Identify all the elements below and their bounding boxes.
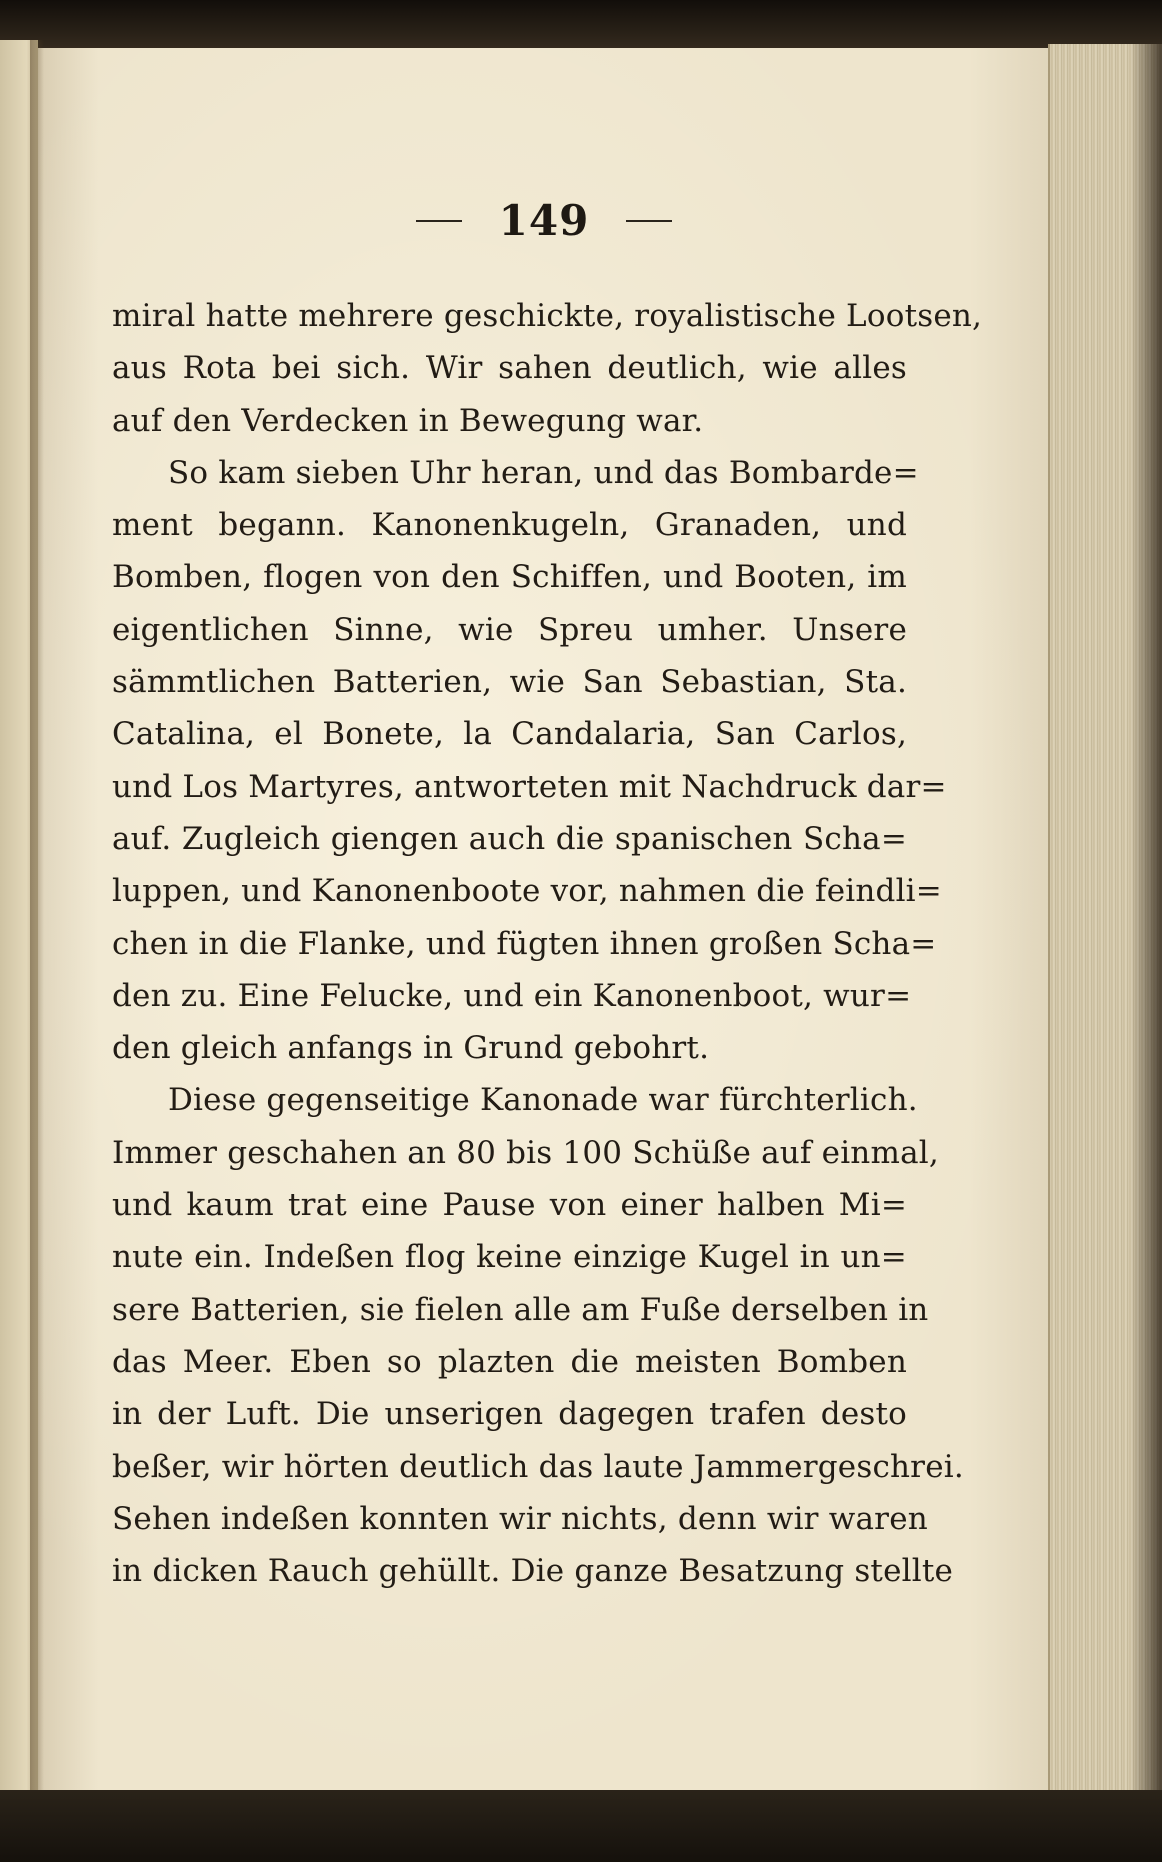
text-line: auf den Verdecken in Bewegung war.: [112, 402, 704, 439]
text-line: den gleich anfangs in Grund gebohrt.: [112, 1030, 710, 1067]
text-line: das Meer. Eben so plazten die meisten Bomben: [112, 1343, 907, 1380]
body-text: [112, 290, 983, 1597]
page-edge-shadow: [1130, 44, 1162, 1794]
page-header: [38, 196, 1050, 245]
page-gutter: [30, 40, 44, 1800]
text-line: in der Luft. Die unserigen dagegen trafen desto: [112, 1396, 907, 1433]
text-line: den zu. Eine Felucke, und ein Kanonenboot, wur=: [112, 977, 912, 1014]
text-line: eigentlichen Sinne, wie Spreu umher. Unsere: [112, 611, 907, 648]
text-line: beßer, wir hörten deutlich das laute Jammergeschrei.: [112, 1448, 964, 1485]
text-line: So kam sieben Uhr heran, und das Bombarde=: [168, 454, 919, 491]
text-line: luppen, und Kanonenboote vor, nahmen die feindli=: [112, 873, 942, 910]
page-number: 149: [498, 196, 590, 245]
text-line: aus Rota bei sich. Wir sahen deutlich, wie alles: [112, 350, 907, 387]
header-dash-left: [416, 220, 462, 222]
text-line: chen in die Flanke, und fügten ihnen großen Scha=: [112, 925, 937, 962]
text-line: miral hatte mehrere geschickte, royalistische Lootsen,: [112, 298, 983, 334]
text-line: Diese gegenseitige Kanonade war fürchterlich.: [168, 1082, 918, 1119]
text-line: Catalina, el Bonete, la Candalaria, San Carlos,: [112, 716, 907, 753]
text-line: ment begann. Kanonenkugeln, Granaden, und: [112, 507, 907, 544]
text-line: in dicken Rauch gehüllt. Die ganze Besatzung stellte: [112, 1553, 954, 1590]
text-line: auf. Zugleich giengen auch die spanischen Scha=: [112, 820, 907, 857]
text-line: Immer geschahen an 80 bis 100 Schüße auf einmal,: [112, 1134, 939, 1171]
text-line: nute ein. Indeßen flog keine einzige Kugel in un=: [112, 1239, 907, 1276]
text-line: Bomben, flogen von den Schiffen, und Booten, im: [112, 559, 907, 596]
text-line: und Los Martyres, antworteten mit Nachdruck dar=: [112, 768, 947, 805]
text-line: sere Batterien, sie fielen alle am Fuße derselben in: [112, 1291, 929, 1328]
text-line: Sehen indeßen konnten wir nichts, denn wir waren: [112, 1500, 928, 1537]
text-line: sämmtlichen Batterien, wie San Sebastian, Sta.: [112, 664, 907, 701]
book-cover-bottom: [0, 1790, 1162, 1862]
header-dash-right: [626, 220, 672, 222]
text-line: und kaum trat eine Pause von einer halben Mi=: [112, 1187, 907, 1224]
